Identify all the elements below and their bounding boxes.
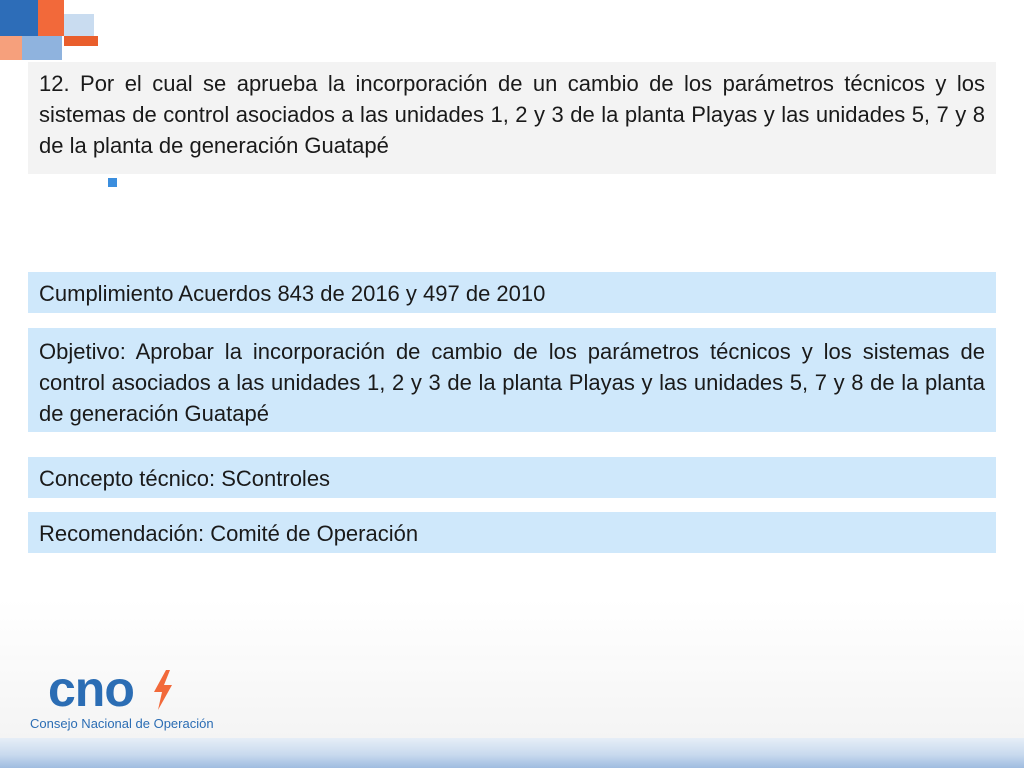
logo-wordmark: cno: [48, 661, 134, 717]
footer-bar: [0, 738, 1024, 768]
objetivo-box: Objetivo: Aprobar la incorporación de cambio de los parámetros técnicos y los sistemas de control asociados a las unidades 1, 2 y 3 de la planta Playas y las unidades 5, 7 y 8 de la planta de generación Guatapé: [28, 328, 996, 432]
decorative-square-orange: [38, 0, 64, 36]
decorative-bar-orange: [64, 36, 98, 46]
logo-subtitle: Consejo Nacional de Operación: [30, 716, 214, 731]
acuerdos-box: Cumplimiento Acuerdos 843 de 2016 y 497 de 2010: [28, 272, 996, 313]
cno-logo: [30, 661, 244, 734]
decorative-square-tiny: [108, 178, 117, 187]
lightning-bolt-icon: [150, 670, 176, 710]
slide-title: 12. Por el cual se aprueba la incorporación de un cambio de los parámetros técnicos y los sistemas de control asociados a las unidades 1, 2 y 3 de la planta Playas y las unidades 5, 7 y 8 de la planta de generación Guatapé: [28, 62, 996, 174]
decorative-square-mid-blue: [22, 36, 62, 60]
recomendacion-box: Recomendación: Comité de Operación: [28, 512, 996, 553]
decorative-square-blue: [0, 0, 40, 38]
decorative-square-light-blue: [64, 14, 94, 36]
decorative-square-light-orange: [0, 36, 22, 60]
concepto-tecnico-box: Concepto técnico: SControles: [28, 457, 996, 498]
